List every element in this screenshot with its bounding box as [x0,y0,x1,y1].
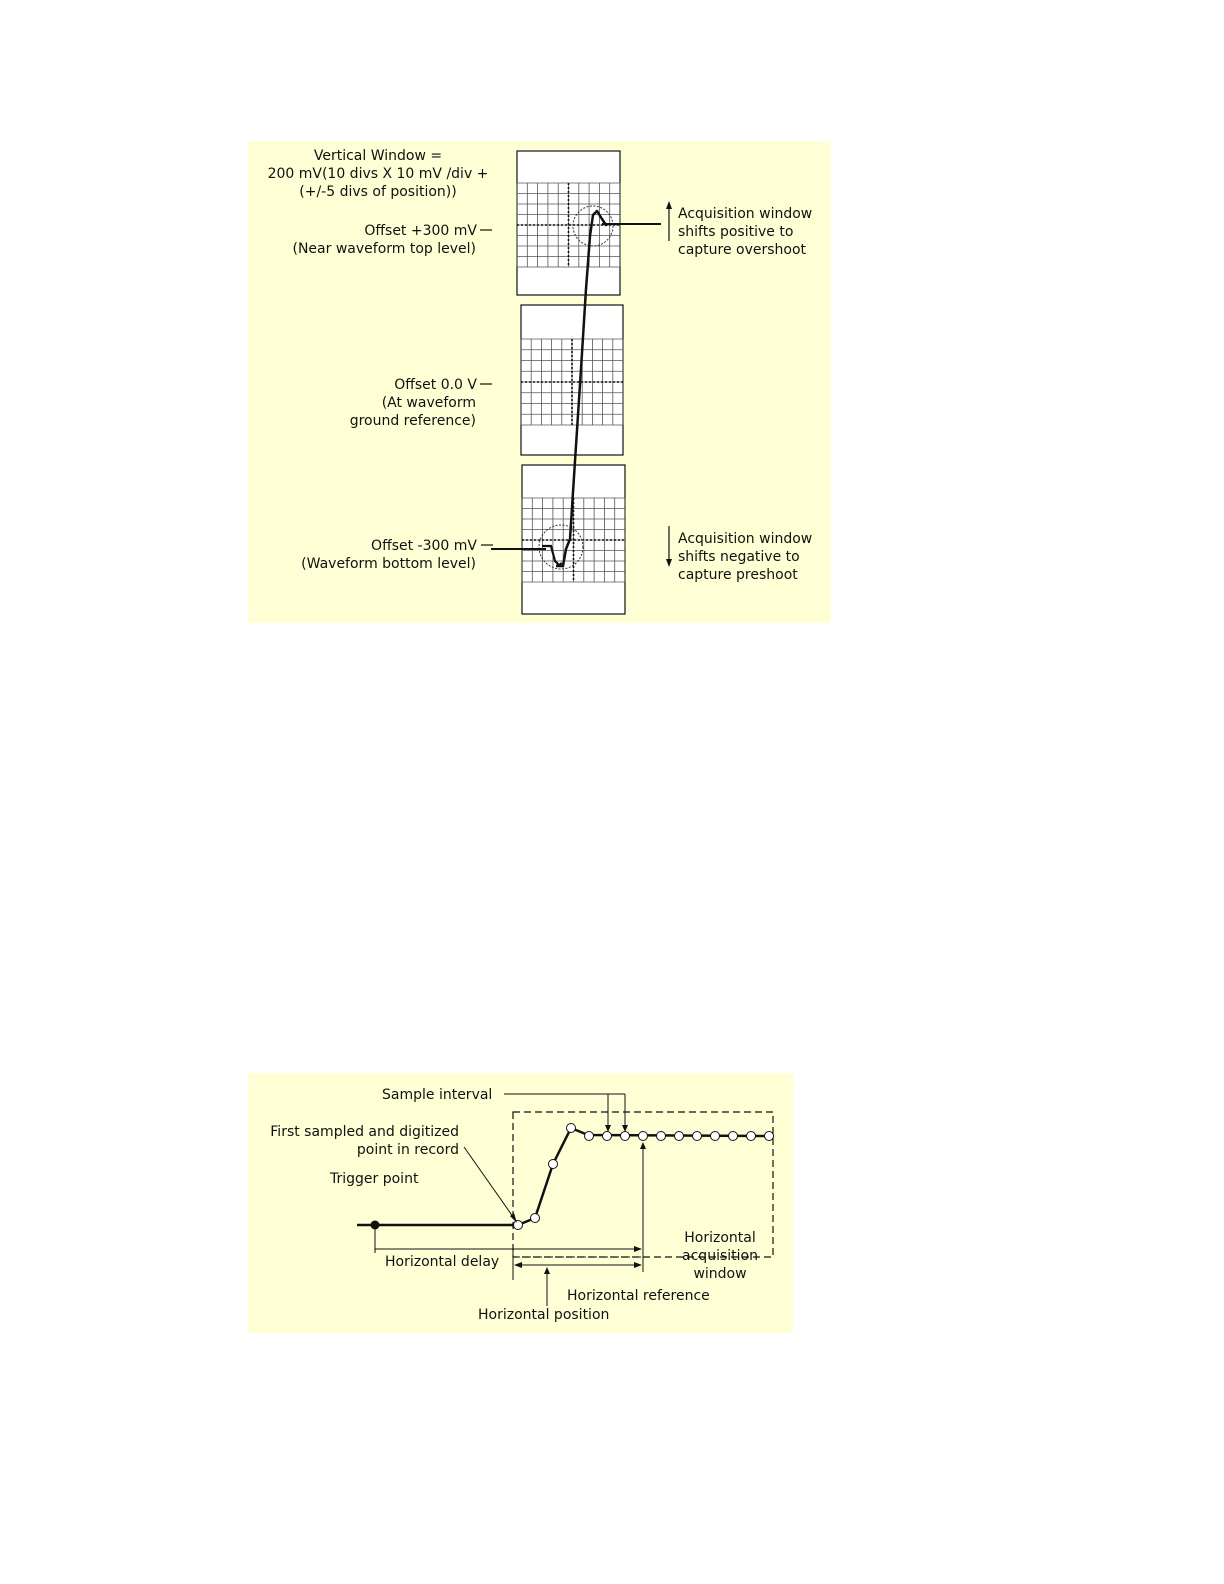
horizontal-acquisition-diagram [248,1073,793,1333]
offset-top-sublabel: (Near waveform top level) [292,241,476,257]
arrow-up-icon [544,1267,550,1274]
offset-mid-sublabel-2: ground reference) [349,413,476,429]
sample-point [639,1132,648,1141]
sample-point [729,1132,738,1141]
up-arrow-icon [666,201,672,241]
horizontal-reference-label: Horizontal reference [567,1288,710,1304]
sample-point [549,1160,558,1169]
vertical-offset-figure [248,141,831,623]
vertical-offset-diagram [248,141,831,623]
down-arrow-icon [666,526,672,567]
first-sampled-label-1: First sampled and digitized [270,1124,459,1140]
sample-point [585,1132,594,1141]
arrow-down-icon [605,1125,611,1132]
sample-point [621,1132,630,1141]
acq-window-label-2: acquisition [682,1248,758,1264]
acq-positive-label-1: Acquisition window [678,206,813,222]
sample-point [747,1132,756,1141]
offset-bottom-sublabel: (Waveform bottom level) [301,556,476,572]
vertical-window-label-2: 200 mV(10 divs X 10 mV /div + [267,166,489,182]
offset-bottom-label: Offset -300 mV [371,538,477,554]
sample-point [675,1132,684,1141]
sample-interval-label: Sample interval [382,1087,493,1103]
horizontal-position-label: Horizontal position [478,1307,610,1323]
acq-window-label-3: window [693,1266,747,1282]
vertical-window-label-1: Vertical Window = [313,148,443,164]
sample-point [765,1132,774,1141]
trigger-point-label: Trigger point [330,1171,419,1187]
vertical-window-label-3: (+/-5 divs of position)) [299,184,457,200]
sample-point [657,1132,666,1141]
sample-point [603,1132,612,1141]
sample-point [693,1132,702,1141]
acq-negative-label-3: capture preshoot [678,567,798,583]
offset-mid-sublabel-1: (At waveform [381,395,476,411]
acq-negative-label-1: Acquisition window [678,531,813,547]
arrow-up-icon [640,1142,646,1149]
acq-window-label-1: Horizontal [684,1230,756,1246]
acq-positive-label-2: shifts positive to [678,224,794,240]
sample-point [514,1221,523,1230]
offset-mid-label: Offset 0.0 V [394,377,477,393]
first-sampled-label-2: point in record [356,1142,459,1158]
arrow-down-icon [622,1125,628,1132]
screen-middle [521,305,623,455]
first-sample-leader [464,1147,516,1221]
sample-point [711,1132,720,1141]
acq-negative-label-2: shifts negative to [678,549,800,565]
sampled-trace [518,1128,773,1225]
horizontal-delay-label: Horizontal delay [385,1254,500,1270]
sample-point [567,1124,576,1133]
horizontal-acquisition-figure [248,1073,793,1333]
acq-positive-label-3: capture overshoot [678,242,807,258]
sample-point [531,1214,540,1223]
offset-top-label: Offset +300 mV [364,223,477,239]
